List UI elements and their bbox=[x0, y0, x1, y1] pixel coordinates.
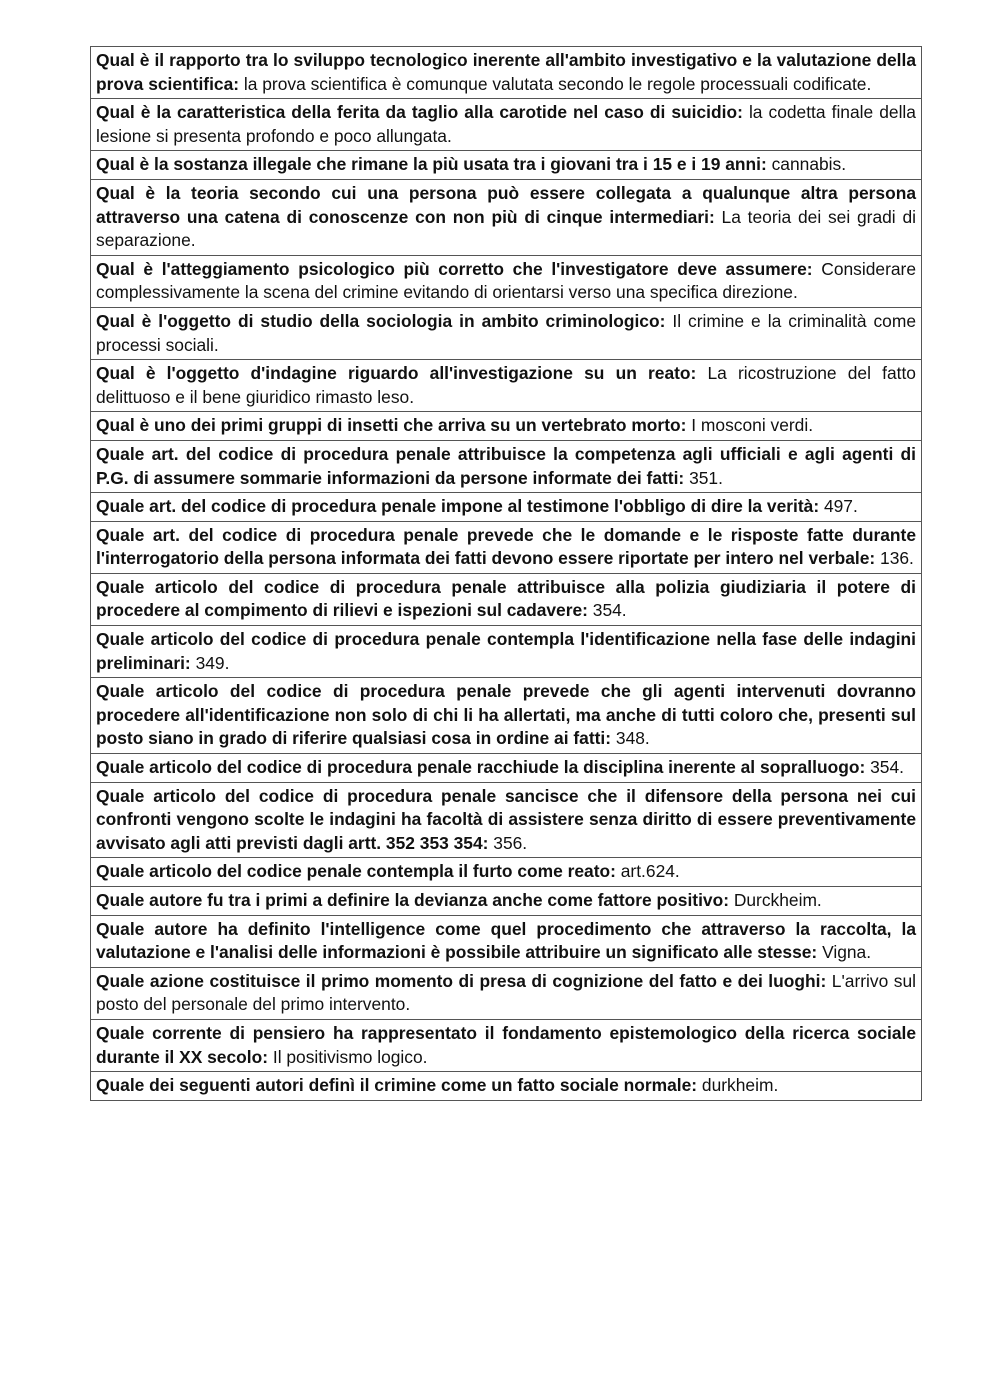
question-text: Quale art. del codice di procedura penale prevede che le domande e le risposte fatte durante l'interrogatorio della persona informata dei fatti devono essere riportate per intero nel verbale: bbox=[96, 524, 916, 569]
qa-cell bbox=[91, 412, 922, 441]
qa-cell bbox=[91, 1072, 922, 1101]
qa-cell bbox=[91, 307, 922, 359]
answer-text: la codetta finale della lesione si presenta profondo e poco allungata. bbox=[96, 102, 916, 146]
answer-text: cannabis. bbox=[771, 154, 847, 175]
table-row bbox=[91, 151, 922, 180]
answer-text: 354. bbox=[870, 757, 904, 778]
qa-cell bbox=[91, 626, 922, 678]
qa-cell bbox=[91, 1019, 922, 1071]
answer-text: La teoria dei sei gradi di separazione. bbox=[96, 206, 916, 251]
table-row bbox=[91, 678, 922, 754]
qa-cell bbox=[91, 915, 922, 967]
table-row bbox=[91, 99, 922, 151]
question-text: Quale articolo del codice di procedura penale attribuisce alla polizia giudiziaria il potere di procedere al compimento di rilievi e ispezioni sul cadavere: bbox=[96, 576, 916, 621]
table-row bbox=[91, 573, 922, 625]
qa-cell bbox=[91, 255, 922, 307]
table-row bbox=[91, 307, 922, 359]
qa-cell bbox=[91, 179, 922, 255]
table-row bbox=[91, 1072, 922, 1101]
answer-text: la prova scientifica è comunque valutata secondo le regole processuali codificate. bbox=[243, 73, 872, 94]
question-text: Quale art. del codice di procedura penale attribuisce la competenza agli ufficiali e agli agenti di P.G. di assumere sommarie informazioni da persone informate dei fatti: bbox=[96, 443, 916, 488]
answer-text: art.624. bbox=[620, 861, 680, 882]
qa-cell bbox=[91, 47, 922, 99]
qa-cell bbox=[91, 858, 922, 887]
qa-table bbox=[90, 46, 922, 1101]
answer-text: 354. bbox=[592, 600, 627, 621]
table-row bbox=[91, 858, 922, 887]
answer-text: La ricostruzione del fatto delittuoso e il bene giuridico rimasto leso. bbox=[96, 363, 916, 407]
question-text: Qual è l'oggetto d'indagine riguardo all'investigazione su un reato: bbox=[96, 363, 697, 384]
table-row bbox=[91, 360, 922, 412]
qa-cell bbox=[91, 754, 922, 783]
question-text: Quale articolo del codice di procedura penale sancisce che il difensore della persona nei cui confronti vengono scolte le indagini ha facoltà di assistere senza diritto di essere preventivamente avvisato agli atti previsti dagli artt. 352 353 354: bbox=[96, 785, 916, 853]
qa-cell bbox=[91, 440, 922, 492]
table-row bbox=[91, 967, 922, 1019]
answer-text: Considerare complessivamente la scena del crimine evitando di orientarsi verso una specifica direzione. bbox=[96, 258, 916, 303]
answer-text: 351. bbox=[689, 467, 723, 488]
question-text: Qual è il rapporto tra lo sviluppo tecnologico inerente all'ambito investigativo e la valutazione della prova scientifica: bbox=[96, 50, 916, 94]
qa-cell bbox=[91, 678, 922, 754]
answer-text: Il crimine e la criminalità come processi sociali. bbox=[96, 310, 916, 355]
answer-text: 497. bbox=[823, 496, 858, 517]
table-row bbox=[91, 754, 922, 783]
question-text: Qual è la caratteristica della ferita da taglio alla carotide nel caso di suicidio: bbox=[96, 102, 743, 123]
question-text: Quale autore fu tra i primi a definire la devianza anche come fattore positivo: bbox=[96, 890, 729, 910]
question-text: Qual è uno dei primi gruppi di insetti che arriva su un vertebrato morto: bbox=[96, 415, 687, 436]
qa-cell bbox=[91, 99, 922, 151]
answer-text: 349. bbox=[195, 652, 230, 673]
answer-text: durkheim. bbox=[701, 1075, 779, 1096]
question-text: Quale autore ha definito l'intelligence come quel procedimento che attraverso la raccolta, la valutazione e l'analisi delle informazioni è possibile attribuire un significato alle stesse: bbox=[96, 918, 916, 963]
table-row bbox=[91, 1019, 922, 1071]
question-text: Quale articolo del codice di procedura penale racchiude la disciplina inerente al sopralluogo: bbox=[96, 757, 866, 778]
qa-cell bbox=[91, 782, 922, 858]
table-row bbox=[91, 179, 922, 255]
table-row bbox=[91, 255, 922, 307]
table-row bbox=[91, 440, 922, 492]
answer-text: Durckheim. bbox=[733, 890, 822, 910]
answer-text: Il positivismo logico. bbox=[272, 1046, 428, 1067]
question-text: Qual è la teoria secondo cui una persona può essere collegata a qualunque altra persona attraverso una catena di conoscenze con non più di cinque intermediari: bbox=[96, 182, 916, 227]
qa-table-body bbox=[91, 47, 922, 1101]
table-row bbox=[91, 887, 922, 916]
table-row bbox=[91, 626, 922, 678]
qa-cell bbox=[91, 887, 922, 916]
answer-text: I mosconi verdi. bbox=[691, 415, 814, 436]
answer-text: 356. bbox=[493, 832, 528, 853]
question-text: Quale dei seguenti autori definì il crimine come un fatto sociale normale: bbox=[96, 1075, 698, 1096]
answer-text: Vigna. bbox=[822, 942, 872, 963]
qa-cell bbox=[91, 493, 922, 522]
table-row bbox=[91, 412, 922, 441]
answer-text: L'arrivo sul posto del personale del primo intervento. bbox=[96, 970, 916, 1015]
qa-cell bbox=[91, 967, 922, 1019]
answer-text: 348. bbox=[615, 728, 650, 749]
question-text: Quale azione costituisce il primo momento di presa di cognizione del fatto e dei luoghi: bbox=[96, 970, 827, 991]
qa-cell bbox=[91, 151, 922, 180]
question-text: Qual è la sostanza illegale che rimane la più usata tra i giovani tra i 15 e i 19 anni: bbox=[96, 154, 767, 175]
question-text: Quale art. del codice di procedura penale impone al testimone l'obbligo di dire la verità: bbox=[96, 496, 820, 517]
qa-cell bbox=[91, 573, 922, 625]
question-text: Quale corrente di pensiero ha rappresentato il fondamento epistemologico della ricerca sociale durante il XX secolo: bbox=[96, 1022, 916, 1067]
question-text: Quale articolo del codice di procedura penale prevede che gli agenti intervenuti dovranno procedere all'identificazione non solo di chi li ha allertati, ma anche di tutti coloro che, presenti sul posto siano in grado di riferire qualsiasi cosa in ordine ai fatti: bbox=[96, 681, 916, 749]
table-row bbox=[91, 521, 922, 573]
table-row bbox=[91, 782, 922, 858]
question-text: Qual è l'atteggiamento psicologico più corretto che l'investigatore deve assumere: bbox=[96, 258, 813, 279]
table-row bbox=[91, 493, 922, 522]
question-text: Qual è l'oggetto di studio della sociologia in ambito criminologico: bbox=[96, 310, 666, 331]
answer-text: 136. bbox=[880, 548, 914, 569]
question-text: Quale articolo del codice di procedura penale contempla l'identificazione nella fase delle indagini preliminari: bbox=[96, 629, 916, 673]
qa-cell bbox=[91, 521, 922, 573]
table-row bbox=[91, 47, 922, 99]
qa-cell bbox=[91, 360, 922, 412]
table-row bbox=[91, 915, 922, 967]
question-text: Quale articolo del codice penale contempla il furto come reato: bbox=[96, 861, 616, 882]
